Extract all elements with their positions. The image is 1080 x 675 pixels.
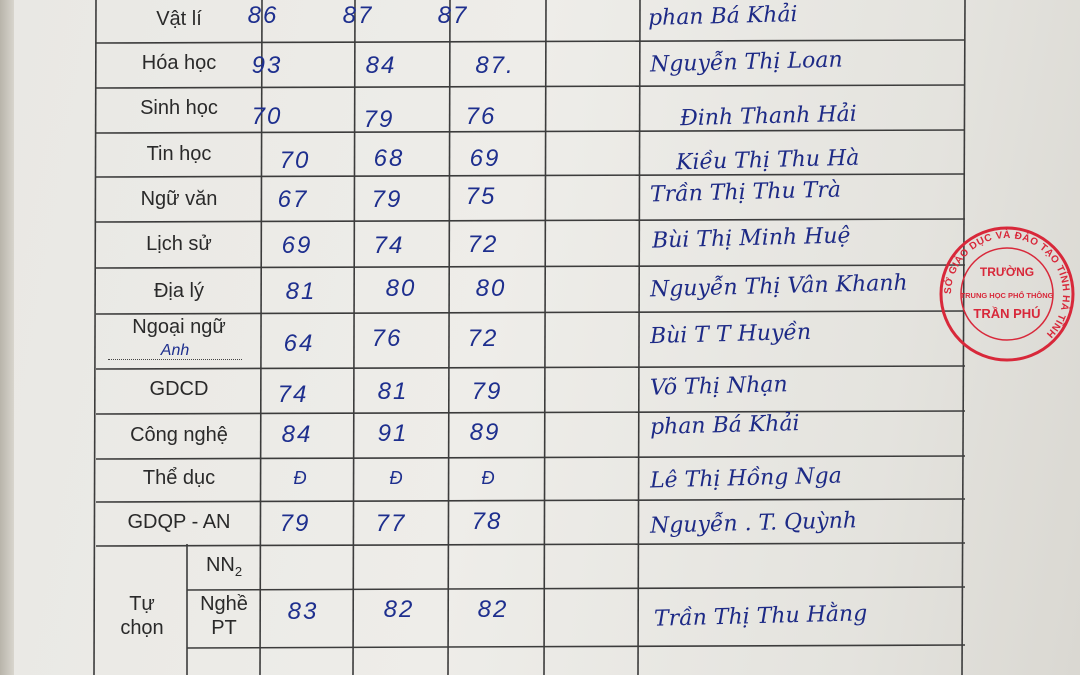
score-cell: Đ (389, 468, 405, 488)
teacher-signature: Nguyễn Thị Vân Khanh (649, 270, 909, 303)
teacher-signature: Bùi Thị Minh Huệ (651, 223, 851, 254)
stamp-line1: TRƯỜNG (979, 265, 1035, 279)
subject-label: Hóa học (141, 52, 217, 74)
subject-label: Ngữ văn (140, 188, 218, 210)
score-cell: Đ (481, 468, 497, 488)
teacher-signature: phan Bá Khải (649, 411, 800, 440)
score-cell: 67 (277, 186, 309, 213)
subject-label: Tin học (146, 143, 212, 165)
score-cell: 83 (287, 598, 319, 625)
score-cell: 82 (383, 596, 415, 623)
subject-label: Địa lý (153, 280, 204, 302)
score-cell: Đ (293, 468, 309, 488)
score-cell: 91 (377, 420, 409, 447)
score-cell: 84 (281, 421, 313, 448)
score-cell: 69 (469, 145, 501, 172)
score-cell: 84 (365, 52, 397, 79)
score-cell: 64 (283, 330, 315, 357)
score-cell: 81 (285, 278, 317, 305)
score-cell: 79 (279, 510, 311, 537)
subject-label: Ngoại ngữ (132, 316, 226, 338)
score-cell: 80 (385, 275, 417, 302)
teacher-signature: Lê Thị Hồng Nga (649, 463, 843, 494)
score-cell: 76 (371, 325, 403, 352)
score-cell: 79 (371, 186, 403, 213)
subject-label: Thể dục (142, 467, 216, 489)
score-cell: 69 (281, 232, 313, 259)
score-cell: 75 (465, 183, 497, 210)
score-cell: 72 (467, 325, 499, 352)
score-cell: 68 (373, 145, 405, 172)
teacher-signature: phan Bá Khải (647, 2, 798, 31)
elective-line1: Tự (129, 593, 155, 615)
teacher-signature: Võ Thị Nhạn (649, 372, 788, 401)
nn2-label (187, 554, 261, 579)
score-cell: 87 (437, 2, 469, 29)
score-cell: 70 (279, 147, 311, 174)
nn2-sub: 2 (234, 564, 243, 579)
score-cell: 81 (377, 378, 409, 405)
nghe-label (187, 592, 261, 640)
score-cell: 70 (251, 103, 283, 130)
score-cell: 74 (277, 381, 309, 408)
teacher-signature: Đinh Thanh Hải (679, 101, 858, 132)
subject-label: Lịch sử (146, 233, 212, 255)
teacher-signature: Bùi T T Huyền (649, 319, 812, 350)
subject-label: Sinh học (140, 97, 218, 119)
nghe-line2: PT (211, 617, 237, 639)
score-cell: 72 (467, 231, 499, 258)
nghe-line1: Nghề (200, 593, 248, 615)
score-cell: 74 (373, 232, 405, 259)
nn2-text: NN (205, 554, 235, 576)
score-cell: 93 (251, 52, 283, 79)
score-cell: 79 (363, 106, 395, 133)
score-cell: 80 (475, 275, 507, 302)
score-cell: 77 (375, 510, 407, 537)
teacher-signature: Nguyễn Thị Loan (649, 47, 843, 78)
score-cell: 76 (465, 103, 497, 130)
score-cell: 82 (477, 596, 509, 623)
stamp-line3: TRẦN PHÚ (973, 306, 1041, 321)
score-cell: 89 (469, 419, 501, 446)
elective-group-label (96, 592, 188, 640)
score-cell: 86 (247, 2, 279, 29)
elective-line2: chọn (120, 617, 164, 639)
teacher-signature: Kiều Thị Thu Hà (675, 145, 860, 176)
teacher-signature: Nguyễn . T. Quỳnh (649, 508, 858, 539)
subject-label: Vật lí (156, 8, 202, 30)
stamp-line2: TRUNG HỌC PHỔ THÔNG (960, 291, 1054, 300)
teacher-signature: Trần Thị Thu Hằng (653, 601, 868, 632)
teacher-signature: Trần Thị Thu Trà (649, 177, 842, 208)
score-cell: 78 (471, 508, 503, 535)
stamp-ring-text: SỞ GIÁO DỤC VÀ ĐÀO TẠO TỈNH HÀ TĨNH (942, 229, 1072, 340)
score-cell: 79 (471, 378, 503, 405)
score-cell: 87 (342, 2, 374, 29)
score-cell: 87. (475, 52, 515, 79)
subject-label: GDQP - AN (127, 511, 231, 533)
subject-label: Công nghệ (130, 424, 228, 446)
foreign-language-note: Anh (108, 343, 242, 360)
school-stamp (938, 214, 1076, 374)
subject-label: GDCD (149, 378, 209, 400)
